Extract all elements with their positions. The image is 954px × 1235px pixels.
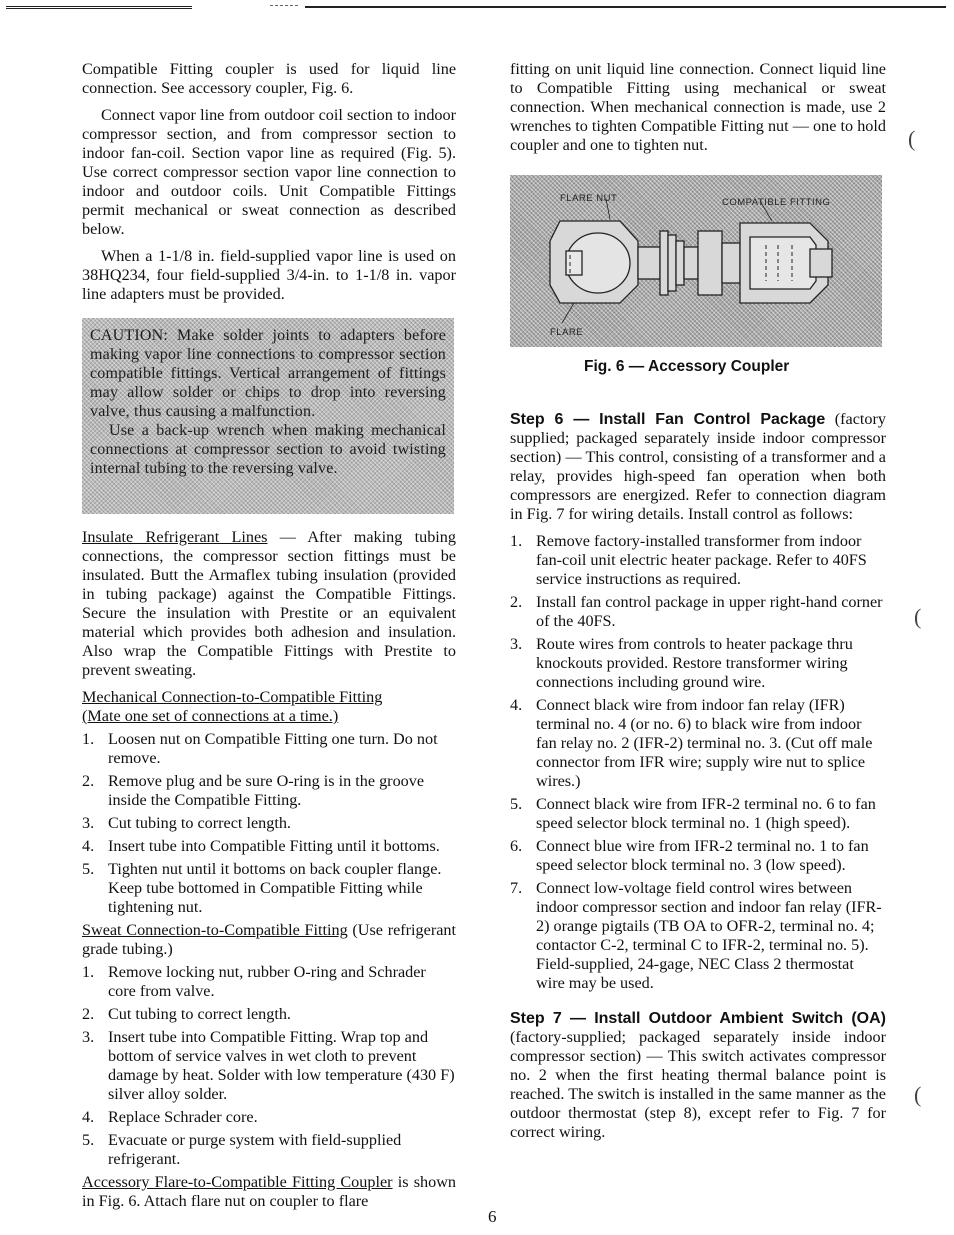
caution-text-1: CAUTION: Make solder joints to adapters before making vapor line connections to compressor section compatible fittings. Vertical arrangement of fittings may allow solder or chips to drop into reversing valve, thus causing a malfunction. [90,327,446,420]
heading-step-7: Step 7 — Install Outdoor Ambient Switch (OA) [510,1010,886,1027]
flare-body: is shown in Fig. 6. Attach flare nut on coupler to flare [82,1173,456,1210]
caution-text-2: Use a back-up wrench when making mechanical connections at compressor section to avoid twisting internal tubing to the reversing valve. [90,422,446,477]
heading-flare-coupler: Accessory Flare-to-Compatible Fitting Coupler [82,1173,393,1191]
list-item: 3. Route wires from controls to heater package thru knockouts provided. Restore transformer wiring connections including ground wire. [510,635,853,691]
list-item: 2. Cut tubing to correct length. [82,1005,291,1023]
right-column [510,60,886,1150]
list-item: 1. Remove locking nut, rubber O-ring and Schrader core from valve. [82,963,426,1000]
list-item: 5. Tighten nut until it bottoms on back coupler flange. Keep tube bottomed in Compatible Fitting while tightening nut. [82,860,442,916]
paragraph-coupler-intro: Compatible Fitting coupler is used for liquid line connection. See accessory coupler, Fig. 6. [82,60,456,97]
header-rule-dash [270,5,298,6]
header-rule-left [6,6,192,9]
paragraph-liquid-line: fitting on unit liquid line connection. Connect liquid line to Compatible Fitting using mechanical or sweat connection. When mechanical connection is made, use 2 wrenches to tighten Compatible Fitting nut — one to hold coupler and one to tighten nut. [510,60,886,154]
paragraph-vapor-line: Connect vapor line from outdoor coil section to indoor compressor section, and from compressor section to indoor fan-coil. Section vapor line as required (Fig. 5). Use correct compressor section vapor line connection to indoor and outdoor coils. Unit Compatible Fittings permit mechanical or sweat connection as described below. [82,106,456,238]
header-rule-right [305,6,946,8]
caution-box [82,318,454,514]
step-6-list [510,532,886,993]
page-number: 6 [488,1207,497,1226]
paragraph-adapters: When a 1-1/8 in. field-supplied vapor line is used on 38HQ234, four field-supplied 3/4-in. to 1-1/8 in. vapor line adapters must be provided. [82,247,456,303]
list-item: 1. Remove factory-installed transformer from indoor fan-coil unit electric heater package. Refer to 40FS service instructions as required. [510,532,867,588]
list-item: 4. Connect black wire from indoor fan relay (IFR) terminal no. 4 (or no. 6) to black wire from indoor fan relay no. 2 (IFR-2) terminal no. 3. (Cut off male connector from IFR wire; supply wire nut to splice wires.) [510,696,873,790]
heading-step-6: Step 6 — Install Fan Control Package [510,411,826,428]
heading-mechanical: Mechanical Connection-to-Compatible Fitting [82,688,383,706]
margin-mark-middle: ( [914,604,922,629]
paragraph-insulate [82,528,456,680]
heading-insulate: Insulate Refrigerant Lines [82,528,268,546]
step-7-body: (factory-supplied; packaged separately inside indoor compressor section) — This switch activates compressor no. 2 when the first heating thermal balance point is reached. The switch is installed in the same manner as the outdoor thermostat (step 8), except refer to Fig. 7 for correct wiring. [510,1028,886,1141]
paragraph-step-6 [510,410,886,524]
heading-sweat: Sweat Connection-to-Compatible Fitting [82,921,348,939]
list-item: 4. Insert tube into Compatible Fitting until it bottoms. [82,837,440,855]
paragraph-step-7 [510,1009,886,1142]
figure-label-compatible-fitting: COMPATIBLE FITTING [722,197,831,208]
step-6-body: (factory supplied; packaged separately inside indoor compressor section) — This control, consisting of a transformer and a relay, provides high-speed fan operation when both compressors are energized. Refer to connection diagram in Fig. 7 for wiring details. Install control as follows: [510,410,886,523]
figure-caption: Fig. 6 — Accessory Coupler [584,358,790,375]
paragraph-flare-coupler [82,1173,456,1211]
margin-mark-bottom: ( [914,1082,922,1107]
figure-label-flare-nut: FLARE NUT [560,193,618,204]
sweat-subheading: (Use refrigerant grade tubing.) [82,921,456,958]
list-item: 6. Connect blue wire from IFR-2 terminal no. 1 to fan speed selector block terminal no. 3 (low speed). [510,837,869,874]
list-item: 4. Replace Schrader core. [82,1108,258,1126]
list-item: 2. Remove plug and be sure O-ring is in the groove inside the Compatible Fitting. [82,772,425,809]
mechanical-heading-block [82,688,456,726]
figure-label-flare: FLARE [550,327,584,338]
insulate-body: — After making tubing connections, the compressor section fittings must be insulated. Butt the Armaflex tubing insulation (provided in tubing package) against the Compatible Fittings. Secure the insulation with Prestite or an equivalent material which provides both adhesion and insulation. Also wrap the Compatible Fittings with Prestite to prevent sweating. [82,528,456,679]
list-item: 2. Install fan control package in upper right-hand corner of the 40FS. [510,593,883,630]
sweat-steps-list [82,963,456,1169]
left-column [82,60,456,1219]
list-item: 5. Evacuate or purge system with field-supplied refrigerant. [82,1131,402,1168]
list-item: 7. Connect low-voltage field control wires between indoor compressor section and indoor fan relay (IFR-2) orange pigtails (TB OA to OFR-2, terminal no. 4; contactor C-2, terminal C to IFR-2, terminal no. 5). Field-supplied, 24-gage, NEC Class 2 thermostat wire may be used. [510,879,882,992]
list-item: 1. Loosen nut on Compatible Fitting one turn. Do not remove. [82,730,438,767]
margin-mark-top: ( [908,126,916,151]
mechanical-steps-list [82,730,456,917]
accessory-coupler-figure [510,175,882,347]
mechanical-subheading: (Mate one set of connections at a time.) [82,707,339,725]
list-item: 3. Insert tube into Compatible Fitting. Wrap top and bottom of service valves in wet cloth to prevent damage by heat. Solder with low temperature (430 F) silver alloy solder. [82,1028,455,1103]
sweat-heading-block [82,921,456,959]
list-item: 3. Cut tubing to correct length. [82,814,291,832]
list-item: 5. Connect black wire from IFR-2 terminal no. 6 to fan speed selector block terminal no. 1 (high speed). [510,795,876,832]
